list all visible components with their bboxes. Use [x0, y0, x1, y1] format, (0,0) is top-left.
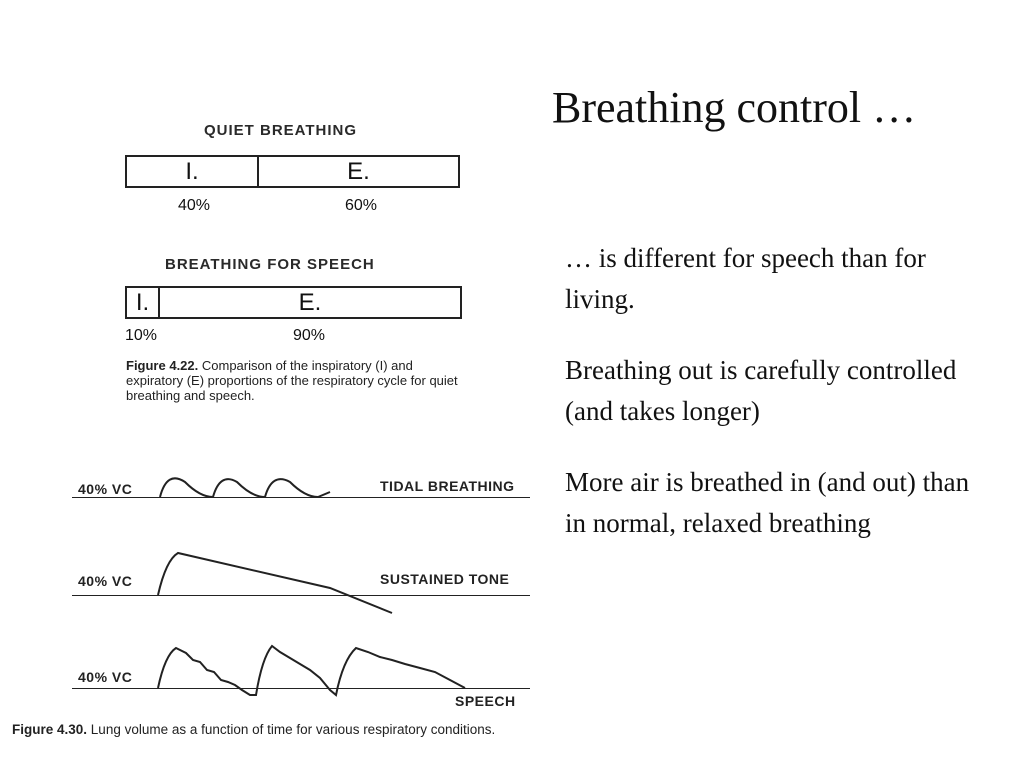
speech-breathing-heading: BREATHING FOR SPEECH: [165, 256, 375, 273]
quiet-expiratory-segment: E.: [347, 157, 370, 185]
speech-condition-label: SPEECH: [455, 693, 516, 709]
speech-expiratory-percent: 90%: [293, 327, 326, 344]
speech-inspiratory-percent: 10%: [125, 327, 158, 344]
speech-expiratory-segment: E.: [298, 288, 322, 316]
quiet-inspiratory-segment: I.: [127, 157, 259, 186]
sustained-tone-trace: [158, 553, 392, 613]
quiet-breathing-heading: QUIET BREATHING: [204, 122, 358, 139]
quiet-inspiratory-percent: 40%: [178, 197, 211, 214]
speech-vc-label: 40% VC: [78, 669, 133, 685]
tidal-breathing-trace: [160, 478, 330, 497]
speech-baseline: [72, 688, 530, 689]
slide-title: Breathing control …: [552, 83, 917, 132]
figure-4-30-caption: [12, 722, 612, 737]
sustained-baseline: [72, 595, 530, 596]
bullet-2: Breathing out is carefully controlled (and takes longer): [565, 355, 957, 426]
figure-4-30-number: Figure 4.30.: [12, 722, 88, 737]
speech-inspiratory-segment: I.: [127, 288, 160, 317]
tidal-vc-label: 40% VC: [78, 481, 133, 497]
bullet-3: More air is breathed in (and out) than in normal, relaxed breathing: [565, 467, 970, 538]
sustained-vc-label: 40% VC: [78, 573, 133, 589]
tidal-baseline: [72, 497, 530, 498]
bullet-1: … is different for speech than for living.: [565, 243, 926, 314]
tidal-condition-label: TIDAL BREATHING: [380, 478, 515, 494]
sustained-condition-label: SUSTAINED TONE: [380, 571, 510, 587]
figure-4-22-text: Comparison of the inspiratory (I) and expiratory (E) proportions of the respiratory cycle for quiet breathing and speech.: [126, 358, 458, 403]
figure-4-30-text: Lung volume as a function of time for various respiratory conditions.: [90, 722, 496, 737]
quiet-expiratory-percent: 60%: [345, 197, 378, 214]
figure-4-22-number: Figure 4.22.: [126, 358, 199, 373]
